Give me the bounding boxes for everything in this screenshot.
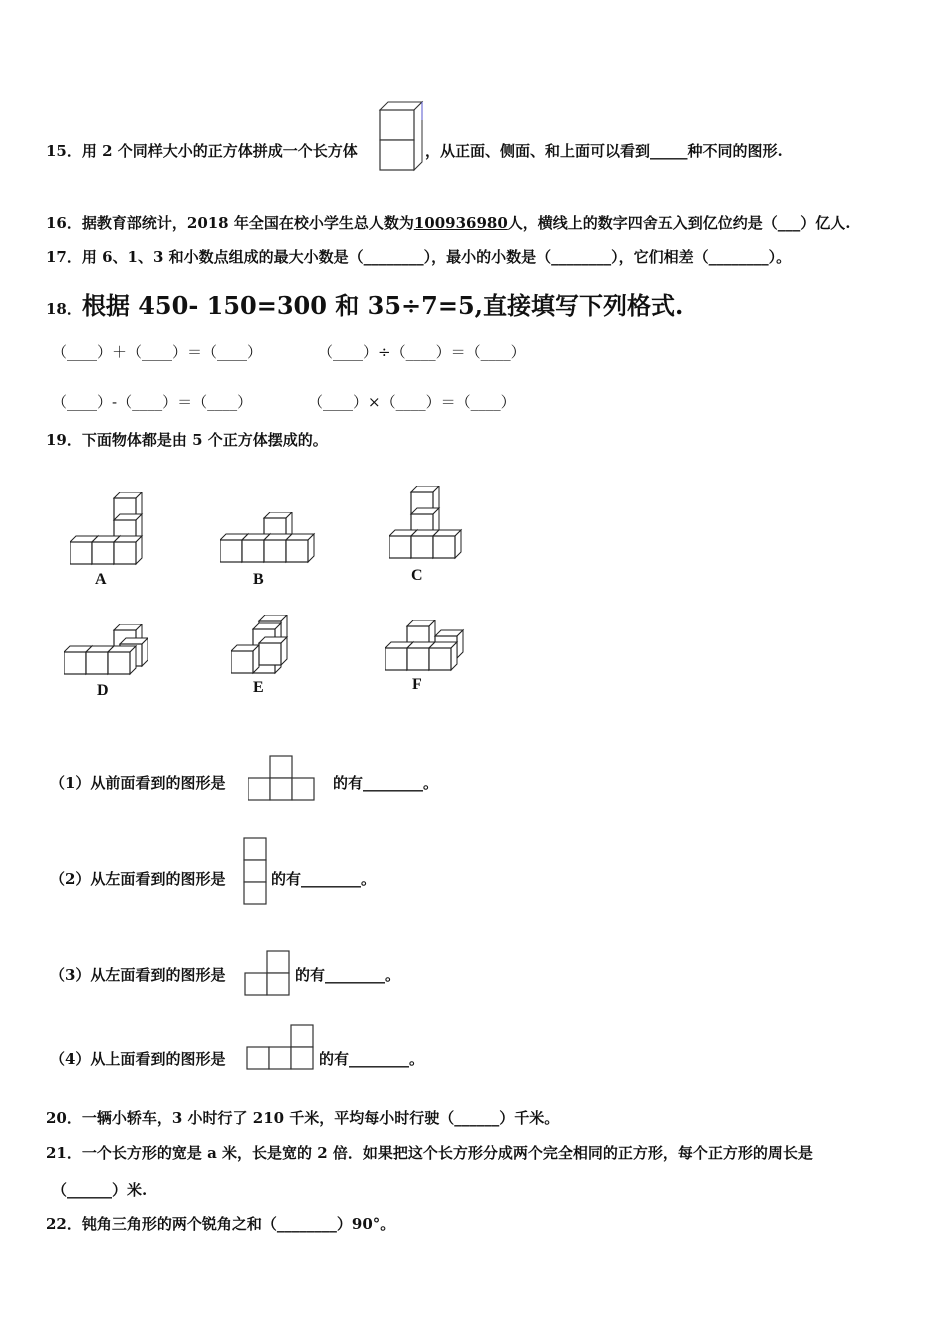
question-21-line2	[52, 1179, 147, 1200]
question-15-tail	[425, 140, 783, 161]
view-shape-1	[248, 754, 318, 802]
question-number: 22．	[46, 1215, 82, 1233]
figure-label-c: C	[411, 567, 423, 584]
view-shape-2	[242, 836, 270, 906]
sub-question-1	[50, 772, 225, 793]
question-title: 根据 450- 150=300 和 35÷7=5,直接填写下列格式.	[81, 291, 684, 320]
question-16	[46, 212, 851, 233]
question-22	[46, 1213, 395, 1234]
question-text: 用 6、1、3 和小数点组成的最大小数是（________），最小的小数是（________），它们相差（________）。	[81, 248, 792, 266]
question-19	[46, 429, 328, 450]
sub-question-4-tail	[319, 1048, 424, 1069]
cube-figure-e	[231, 615, 295, 675]
figure-label-e: E	[253, 679, 264, 696]
sub-question-text: （1）从前面看到的图形是	[50, 774, 226, 792]
sub-question-3	[50, 964, 225, 985]
question-text: 据教育部统计，2018 年全国在校小学生总人数为	[81, 214, 414, 232]
figure-label-d: D	[97, 682, 109, 699]
view-shape-3	[243, 949, 293, 999]
question-text: （______）米.	[52, 1181, 148, 1199]
question-text: 钝角三角形的两个锐角之和（________）90°。	[81, 1215, 396, 1233]
cube-figure-b	[220, 512, 320, 568]
equation-row1-left: （____）＋（____）＝（____）	[52, 343, 263, 361]
cube-figure-a	[70, 492, 150, 568]
question-text: 用 2 个同样大小的正方体拼成一个长方体	[81, 142, 358, 160]
sub-question-text: 的有________。	[319, 1050, 425, 1068]
figure-label-b: B	[253, 571, 264, 588]
sub-question-4	[50, 1048, 225, 1069]
question-text: 一个长方形的宽是 a 米，长是宽的 2 倍．如果把这个长方形分成两个完全相同的正方形，每个正方形的周长是	[81, 1144, 813, 1162]
sub-question-text: 的有________。	[295, 966, 401, 984]
sub-question-text: （2）从左面看到的图形是	[50, 870, 226, 888]
cuboid-figure	[378, 100, 426, 176]
question-15	[46, 140, 358, 161]
sub-question-2	[50, 868, 225, 889]
equation-row2-right: （____）×（____）＝（____）	[308, 393, 516, 411]
question-number: 16．	[46, 214, 82, 232]
cube-figure-c	[389, 486, 469, 562]
sub-question-2-tail	[271, 868, 376, 889]
equation-row1-right: （____）÷（____）＝（____）	[318, 343, 526, 361]
cube-figure-f	[385, 620, 469, 676]
figure-label-a: A	[95, 571, 107, 588]
sub-question-1-tail	[333, 772, 438, 793]
question-21	[46, 1142, 813, 1163]
sub-question-text: （3）从左面看到的图形是	[50, 966, 226, 984]
question-number: 21．	[46, 1144, 82, 1162]
underlined-number: 100936980	[413, 214, 508, 232]
sub-question-3-tail	[295, 964, 400, 985]
question-number: 17．	[46, 248, 82, 266]
equation-row2-left: （____）-（____）＝（____）	[52, 393, 253, 411]
question-number: 20．	[46, 1109, 82, 1127]
sub-question-text: 的有________。	[271, 870, 377, 888]
question-number: 18．	[46, 300, 82, 318]
view-shape-4	[245, 1023, 317, 1073]
sub-question-text: 的有________。	[333, 774, 439, 792]
question-number: 15．	[46, 142, 82, 160]
sub-question-text: （4）从上面看到的图形是	[50, 1050, 226, 1068]
question-20	[46, 1107, 559, 1128]
question-text: 下面物体都是由 5 个正方体摆成的。	[81, 431, 328, 449]
question-18	[46, 286, 683, 321]
question-text: ，从正面、侧面、和上面可以看到_____种不同的图形.	[425, 142, 783, 160]
question-text: 一辆小轿车，3 小时行了 210 千米，平均每小时行驶（______）千米。	[81, 1109, 560, 1127]
figure-label-f: F	[412, 676, 422, 693]
question-17	[46, 246, 791, 267]
question-number: 19．	[46, 431, 82, 449]
question-text: 人，横线上的数字四舍五入到亿位约是（___）亿人.	[507, 214, 851, 232]
cube-figure-d	[64, 624, 148, 680]
